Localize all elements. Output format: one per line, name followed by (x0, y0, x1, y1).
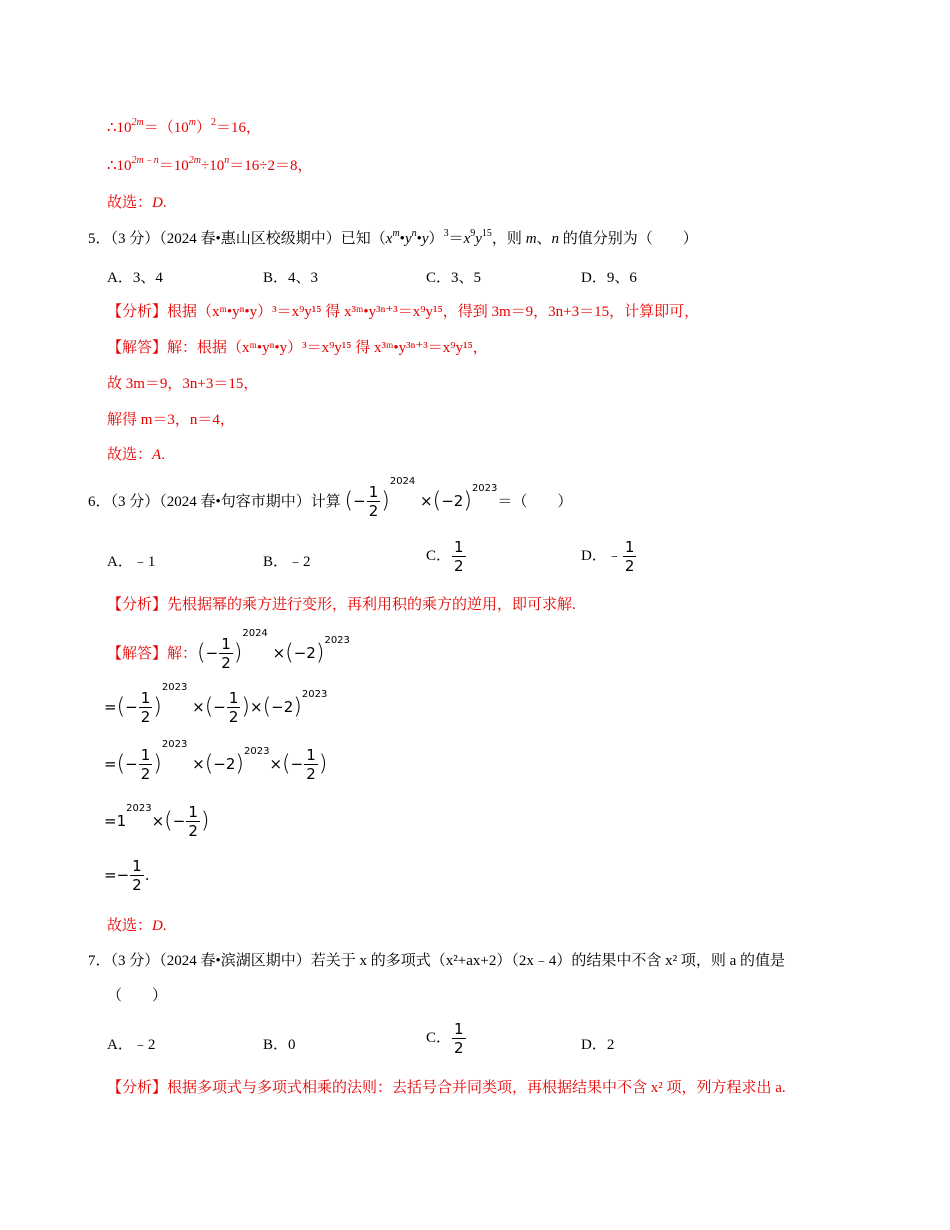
q5-answer: 【解答】解：根据（xᵐ•yⁿ•y）³＝x⁹y¹⁵ 得 x³ᵐ•y³ⁿ⁺³＝x⁹y¹⁵， (107, 340, 488, 356)
q5-choice-d[interactable]: D．9、6 (581, 270, 637, 286)
q7-choice-d[interactable]: D．2 (581, 1037, 615, 1053)
q6-choice-d[interactable]: D．﹣ $\frac{1}{2}$ (581, 538, 635, 575)
q5-step-2: 解得 m＝3，n＝4， (107, 412, 235, 428)
q6-choice-c[interactable]: C． $\frac{1}{2}$ (426, 538, 464, 575)
q6-final: 故选：D. (107, 918, 167, 934)
question-7: 7．（3 分）（2024 春•滨湖区期中）若关于 x 的多项式（x²+ax+2）（2x﹣4）的结果中不含 x² 项，则 a 的值是 (88, 953, 785, 969)
q5-step-1: 故 3m＝9，3n+3＝15， (107, 376, 259, 392)
q5-final: 故选：A. (107, 447, 165, 463)
q7-choice-b[interactable]: B．0 (263, 1037, 296, 1053)
solution-line-2: $\therefore 10^{2m﹣n}=10^{2m}\div 10^n=16\div 2=8$， (107, 155, 313, 174)
q7-choice-c[interactable]: C． $\frac{1}{2}$ (426, 1020, 464, 1057)
q6-answer: 【解答】解：(− $\frac{1}{2}$ )$^{2024} \times(-2)^{2023}$ (107, 628, 350, 672)
question-7-blank: （ ） (107, 988, 168, 1004)
q6-step-1: =(− $\frac{1}{2}$ )$^{2023}$ ×(− $\frac{1}{2}$ )$\times(-2)^{2023}$ (104, 682, 328, 726)
question-6: 6．（3 分）（2024 春•句容市期中）计算 (− $\frac{1}{2}$ )$^{2024} \times(-2)^{2023}=$（ ） (88, 476, 573, 520)
question-5: 5．（3 分）（2024 春•惠山区校级期中）已知$(x^m•y^n•y)^3=x^9y^{15}$，则 m、n 的值分别为（ ） (88, 228, 698, 247)
q6-step-4: =− $\frac{1}{2}$ . (104, 857, 150, 894)
q7-choice-a[interactable]: A．﹣2 (107, 1037, 156, 1053)
q6-step-2: =(− $\frac{1}{2}$ )$^{2023} \times(-2)^{2023}\times(-$ $\frac{1}{2}$ ) (104, 739, 328, 783)
q5-choice-a[interactable]: A．3、4 (107, 270, 163, 286)
answer-line-q4: 故选：D. (107, 195, 167, 211)
q6-choice-a[interactable]: A．﹣1 (107, 554, 156, 570)
q6-analysis: 【分析】先根据幂的乘方进行变形，再利用积的乘方的逆用，即可求解. (107, 597, 576, 613)
q6-choice-b[interactable]: B．﹣2 (263, 554, 311, 570)
q5-choice-b[interactable]: B．4、3 (263, 270, 319, 286)
solution-line-1: $\therefore 10^{2m}=(10^m)^2=16$， (107, 117, 262, 136)
q7-analysis: 【分析】根据多项式与多项式相乘的法则：去括号合并同类项，再根据结果中不含 x² 项，列方程求出 a. (107, 1080, 786, 1096)
q6-step-3: $=1^{2023}\times(-$ $\frac{1}{2}$ ) (104, 803, 210, 840)
q5-analysis: 【分析】根据（xᵐ•yⁿ•y）³＝x⁹y¹⁵ 得 x³ᵐ•y³ⁿ⁺³＝x⁹y¹⁵，得到 3m＝9，3n+3＝15，计算即可， (107, 304, 700, 320)
q5-choice-c[interactable]: C．3、5 (426, 270, 482, 286)
